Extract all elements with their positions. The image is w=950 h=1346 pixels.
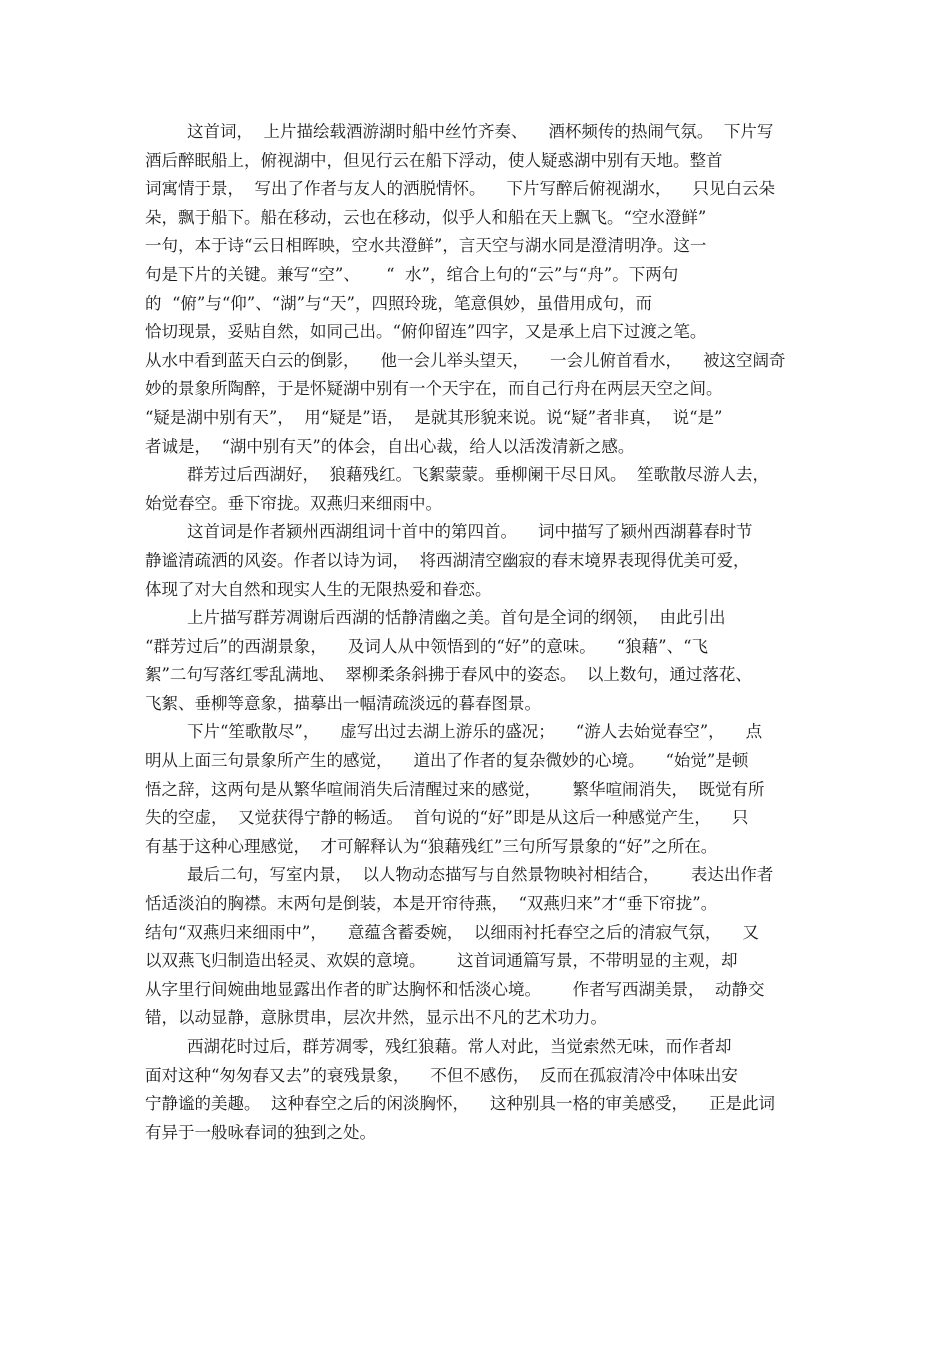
text-line: 这首词， 上片描绘载酒游湖时船中丝竹齐奏、 酒杯频传的热闹气氛。 下片写 xyxy=(145,122,774,141)
text-line: 西湖花时过后，群芳凋零，残红狼藉。常人对此，当觉索然无味，而作者却 xyxy=(145,1037,732,1056)
text-line: 悟之辞，这两句是从繁华喧闹消失后清醒过来的感觉， 繁华喧闹消失， 既觉有所 xyxy=(145,779,765,799)
text-line: 从水中看到蓝天白云的倒影， 他一会儿举头望天， 一会儿俯首看水， 被这空阔奇 xyxy=(145,350,786,370)
text-line: 静谧清疏洒的风姿。作者以诗为词， 将西湖清空幽寂的春末境界表现得优美可爱， xyxy=(145,550,750,570)
text-line: “疑是湖中别有天”， 用“疑是”语， 是就其形貌来说。说“疑”者非真， 说“是” xyxy=(145,407,723,427)
text-line: 妙的景象所陶醉，于是怀疑湖中别有一个天宇在，而自己行舟在两层天空之间。 xyxy=(145,379,723,399)
text-line: 者诚是， “湖中别有天”的体会，自出心裁，给人以活泼清新之感。 xyxy=(145,436,635,456)
text-line: 群芳过后西湖好， 狼藉残红。飞絮蒙蒙。垂柳阑干尽日风。 笙歌散尽游人去， xyxy=(145,465,769,485)
text-line: 一句，本于诗“云日相晖映，空水共澄鲜”，言天空与湖水同是澄清明净。这一 xyxy=(145,236,707,256)
text-line: 这首词是作者颍州西湖组词十首中的第四首。 词中描写了颍州西湖暮春时节 xyxy=(145,522,753,542)
text-line: 朵，飘于船下。船在移动，云也在移动，似乎人和船在天上飘飞。“空水澄鲜” xyxy=(145,207,707,227)
text-line: 最后二句，写室内景， 以人物动态描写与自然景物映衬相结合， 表达出作者 xyxy=(145,865,774,885)
text-line: 有基于这种心理感觉， 才可解释认为“狼藉残红”三句所写景象的“好”之所在。 xyxy=(145,836,718,856)
text-line: 结句“双燕归来细雨中”， 意蕴含蓄委婉， 以细雨衬托春空之后的清寂气氛， 又 xyxy=(145,922,759,942)
text-line: 以双燕飞归制造出轻灵、欢娱的意境。 这首词通篇写景，不带明显的主观，却 xyxy=(145,951,738,971)
text-line: 酒后醉眠船上，俯视湖中，但见行云在船下浮动，使人疑惑湖中别有天地。整首 xyxy=(145,150,723,170)
text-line: 词寓情于景， 写出了作者与友人的洒脱情怀。 下片写醉后俯视湖水， 只见白云朵 xyxy=(145,179,775,199)
text-line: 从字里行间婉曲地显露出作者的旷达胸怀和恬淡心境。 作者写西湖美景， 动静交 xyxy=(145,979,765,999)
text-line: 的 “俯”与“仰”、“湖”与“天”，四照玲珑，笔意俱妙，虽借用成句，而 xyxy=(145,293,652,313)
text-line: “群芳过后”的西湖景象， 及词人从中领悟到的“好”的意味。 “狼藉”、“飞 xyxy=(145,636,709,656)
text-line: 飞絮、垂柳等意象，描摹出一幅清疏淡远的暮春图景。 xyxy=(145,693,541,713)
text-line: 始觉春空。垂下帘拢。双燕归来细雨中。 xyxy=(145,493,442,513)
text-line: 絮”二句写落红零乱满地、 翠柳柔条斜拂于春风中的姿态。 以上数句，通过落花、 xyxy=(145,665,752,685)
text-line: 明从上面三句景象所产生的感觉， 道出了作者的复杂微妙的心境。 “始觉”是顿 xyxy=(145,751,749,771)
text-line: 宁静谧的美趣。 这种春空之后的闲淡胸怀， 这种别具一格的审美感受， 正是此词 xyxy=(145,1094,775,1114)
text-line: 错，以动显静，意脉贯串，层次井然，显示出不凡的艺术功力。 xyxy=(145,1008,607,1028)
text-line: 面对这种“匆匆春又去”的衰残景象， 不但不感伤， 反而在孤寂清冷中体味出安 xyxy=(145,1065,738,1085)
text-line: 体现了对大自然和现实人生的无限热爱和眷恋。 xyxy=(145,579,492,599)
text-line: 有异于一般咏春词的独到之处。 xyxy=(145,1122,376,1142)
body-text xyxy=(145,118,825,1147)
text-line: 失的空虚， 又觉获得宁静的畅适。 首句说的“好”即是从这后一种感觉产生， 只 xyxy=(145,808,749,828)
text-line: 上片描写群芳凋谢后西湖的恬静清幽之美。首句是全词的纲领， 由此引出 xyxy=(145,608,726,628)
text-line: 恰切现景，妥贴自然，如同己出。“俯仰留连”四字，又是承上启下过渡之笔。 xyxy=(145,322,707,342)
text-line: 下片“笙歌散尽”， 虚写出过去湖上游乐的盛况； “游人去始觉春空”， 点 xyxy=(145,722,763,742)
text-line: 句是下片的关键。兼写“空”、 “ 水”，绾合上句的“云”与“舟”。下两句 xyxy=(145,264,679,284)
text-line: 恬适淡泊的胸襟。末两句是倒装，本是开帘待燕， “双燕归来”才“垂下帘拢”。 xyxy=(145,894,718,914)
